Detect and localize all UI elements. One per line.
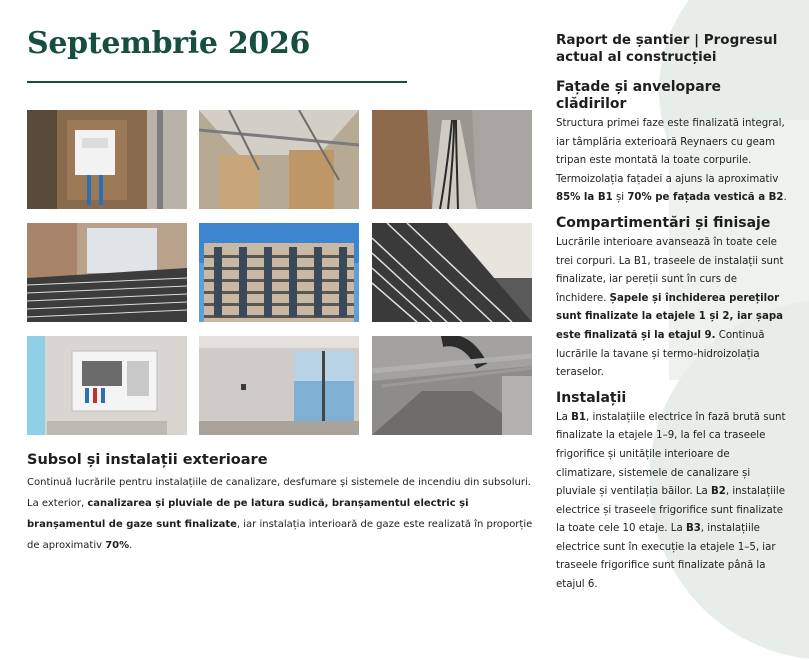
installations-text [556, 409, 788, 595]
photo-building-facade [199, 223, 359, 322]
partitions-heading: Compartimentări și finisaje [556, 214, 771, 231]
photo-electrical-panel [27, 336, 187, 435]
facade-text-part: Structura primei faze este finalizată integral, iar tâmplăria exterioară Reynaers cu geam tripan este montată la toate corpurile. Termoizolația fațadei a ajuns la aproximativ [556, 118, 785, 185]
title-divider [27, 81, 407, 83]
photo-basement-ducts [372, 336, 532, 435]
facade-heading: Fațade și anvelopare clădirilor [556, 79, 722, 112]
installations-text-part: , instalațiile electrice sunt în execuție la etajele 1–5, iar traseele frigorifice sunt finalizate până la etajul 6. [556, 523, 776, 591]
facade-text-part: și [612, 192, 628, 204]
basement-text-part: , iar instalația interioară de gaze este realizată în proporție de aproximativ [27, 519, 533, 551]
photo-bathroom-frame [27, 110, 187, 209]
photo-gallery [27, 110, 532, 435]
partitions-text-part: Lucrările interioare avansează în toate cele trei corpuri. La B1, traseele de instalații sunt finalizate, iar pereții sunt în curs de închidere. [556, 236, 784, 304]
photo-underfloor-room [27, 223, 187, 322]
installations-b1: B1 [571, 411, 587, 423]
installations-text-part: , instalațiile electrice în fază brută sunt finalizate la etajele 1–9, la fel ca traseele frigorifice și unitățile interioare de climatizare, sistemele de canalizare și pluviale și ventilația băilor. La [556, 411, 786, 498]
basement-text-bold: canalizarea și pluviale de pe latura sudică, branșamentul electric și branșamentul de gaze sunt finalizate [27, 498, 469, 530]
facade-text-part: . [783, 192, 787, 204]
basement-text [27, 472, 537, 556]
partitions-text-bold: Șapele și închiderea pereților sunt finalizate la etajele 1 și 2, iar șapa este finalizată și la etajul 9. [556, 292, 783, 341]
photo-ceiling-insulation [199, 110, 359, 209]
photo-heating-pipes [372, 223, 532, 322]
facade-text [556, 115, 788, 208]
basement-text-part: La exterior, [27, 498, 88, 509]
page-title: Septembrie 2026 [27, 26, 311, 61]
facade-b2-percent: 70% pe fațada vestică a B2 [627, 192, 784, 204]
report-column [556, 32, 788, 602]
basement-heading: Subsol și instalații exterioare [27, 452, 268, 468]
installations-b3: B3 [685, 523, 701, 535]
installations-b2: B2 [711, 486, 726, 498]
photo-finished-room [199, 336, 359, 435]
installations-text-part: La [556, 411, 572, 423]
facade-b1-percent: 85% la B1 [556, 192, 613, 204]
report-title: Raport de șantier | Progresul actual al construcției [556, 32, 778, 65]
installations-text-part: , instalațiile electrice și traseele frigorifice sunt finalizate la toate cele 10 etaje. La [556, 486, 786, 535]
basement-text-part: . [129, 540, 133, 551]
installations-heading: Instalații [556, 389, 627, 406]
partitions-text-part: Continuă lucrările la tavane și termo-hidroizolația teraselor. [556, 329, 765, 379]
photo-corridor-cables [372, 110, 532, 209]
basement-paragraph-1: Continuă lucrările pentru instalațiile de canalizare, desfumare și sistemele de incendiu din subsoluri. [27, 477, 531, 488]
partitions-text [556, 234, 788, 383]
basement-gas-percent: 70% [105, 540, 130, 551]
